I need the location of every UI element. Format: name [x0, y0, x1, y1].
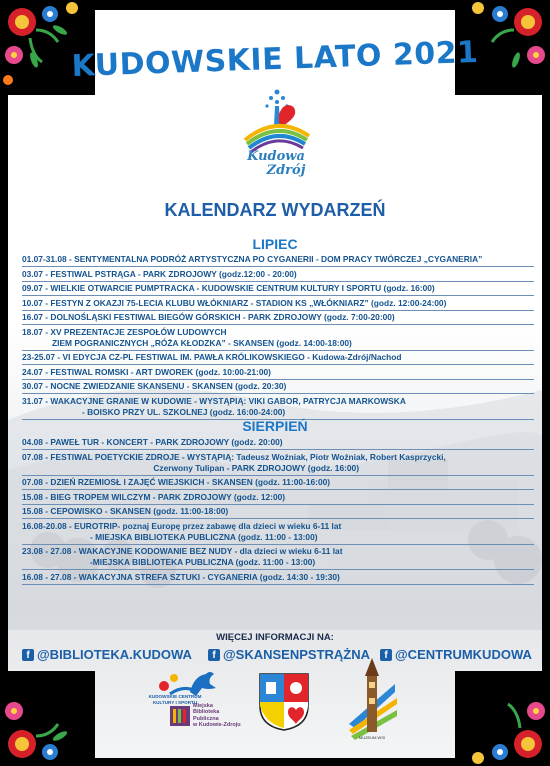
- event-text: 07.08 - FESTIWAL POETYCKIE ZDROJE - WYSTĄPIĄ: Tadeusz Woźniak, Piotr Woźniak, Robert Kasprzycki,: [22, 451, 446, 462]
- facebook-icon: f: [208, 649, 220, 661]
- july-events-list: [22, 254, 534, 421]
- event-item: [22, 327, 534, 351]
- event-text-continued: - MIEJSKA BIBLIOTEKA PUBLICZNA (godz. 11:00 - 13:00): [90, 531, 318, 542]
- poster-title: KUDOWSKIE LATO 2021: [71, 34, 479, 85]
- facebook-link-centrum[interactable]: [380, 647, 532, 662]
- event-item: [22, 546, 534, 570]
- floral-corner-bottom-left: [0, 671, 95, 766]
- event-text-continued: Czerwony Tulipan - PARK ZDROJOWY (godz. 16:00): [153, 462, 359, 473]
- library-logo-text: Miejska Biblioteka Publiczna w Kudowie-Zdroju: [193, 703, 241, 728]
- logo-text-kudowa: Kudowa: [247, 149, 305, 164]
- event-text-continued: -MIEJSKA BIBLIOTEKA PUBLICZNA (godz. 11:00 - 13:00): [90, 557, 316, 567]
- event-text: 10.07 - FESTYN Z OKAZJI 75-LECIA KLUBU WŁÓKNIARZ - STADION KS „WŁÓKNIARZ” (godz. 12:00-24:00): [22, 297, 447, 308]
- more-info-label: WIĘCEJ INFORMACJI NA:: [216, 632, 334, 643]
- event-text: 31.07 - WAKACYJNE GRANIE W KUDOWIE - WYSTĄPIĄ: VIKI GABOR, PATRYCJA MARKOWSKA: [22, 395, 406, 406]
- facebook-handle: @BIBLIOTEKA.KUDOWA: [37, 647, 192, 662]
- event-item: [22, 506, 534, 519]
- kcks-logo-text: KUDOWSKIE CENTRUM KULTURY I SPORTU: [148, 694, 202, 705]
- event-text: 24.07 - FESTIWAL ROMSKI - ART DWOREK (godz. 10:00-21:00): [22, 366, 271, 377]
- event-text: 03.07 - FESTIWAL PSTRĄGA - PARK ZDROJOWY (godz.12:00 - 20:00): [22, 268, 297, 279]
- library-logo-icon: [168, 702, 192, 728]
- event-item: [22, 437, 534, 450]
- city-coat-of-arms-icon: [258, 672, 310, 732]
- event-item: [22, 381, 534, 394]
- facebook-link-biblioteka[interactable]: [22, 647, 192, 662]
- event-item: [22, 298, 534, 311]
- event-text: 07.08 - DZIEŃ RZEMIOSŁ I ZAJĘĆ WIEJSKICH - SKANSEN (godz. 11:00-16:00): [22, 477, 331, 487]
- event-item: [22, 283, 534, 296]
- event-text: 16.07 - DOLNOŚLĄSKI FESTIWAL BIEGÓW GÓRSKICH - PARK ZDROJOWY (godz. 7:00-20:00): [22, 312, 395, 322]
- facebook-handle: @SKANSENPSTRĄŻNA: [223, 647, 371, 662]
- facebook-icon: f: [380, 649, 392, 661]
- august-events-list: [22, 437, 534, 586]
- event-item: [22, 396, 534, 420]
- event-item: [22, 572, 534, 585]
- event-item: [22, 312, 534, 325]
- facebook-icon: f: [22, 649, 34, 661]
- event-text: 16.08-20.08 - EUROTRIP- poznaj Europę przez zabawę dla dzieci w wieku 6-11 lat: [22, 520, 342, 531]
- event-item: [22, 452, 534, 476]
- event-item: [22, 477, 534, 490]
- event-item: [22, 254, 534, 267]
- event-text-continued: ZIEM POGRANICZNYCH „RÓŻA KŁODZKA” - SKANSEN (godz. 14:00-18:00): [52, 337, 352, 348]
- calendar-subtitle: KALENDARZ WYDARZEŃ: [164, 200, 386, 220]
- event-item: [22, 521, 534, 545]
- floral-corner-bottom-right: [455, 671, 550, 766]
- facebook-handle: @CENTRUMKUDOWA: [395, 647, 532, 662]
- event-item: [22, 367, 534, 380]
- event-text: 23-25.07 - VI EDYCJA CZ-PL FESTIWAL IM. PAWŁA KRÓLIKOWSKIEGO - Kudowa-Zdrój/Nachod: [22, 352, 402, 362]
- event-item: [22, 492, 534, 505]
- event-text: 15.08 - CEPOWISKO - SKANSEN (godz. 11:00-18:00): [22, 506, 229, 516]
- event-text: 01.07-31.08 - SENTYMENTALNA PODRÓŻ ARTYSTYCZNA PO CYGANERII - DOM PRACY TWÓRCZEJ „CYGANERIA”: [22, 254, 483, 264]
- event-text: 30.07 - NOCNE ZWIEDZANIE SKANSENU - SKANSEN (godz. 20:30): [22, 381, 287, 391]
- month-heading-july: LIPIEC: [252, 236, 298, 252]
- event-text-continued: - BOISKO PRZY UL. SZKOLNEJ (godz. 16:00-24:00): [82, 406, 286, 417]
- event-text: 15.08 - BIEG TROPEM WILCZYM - PARK ZDROJOWY (godz. 12:00): [22, 491, 286, 502]
- event-item: [22, 352, 534, 365]
- event-text: 16.08 - 27.08 - WAKACYJNA STREFA SZTUKI - CYGANERIA (godz. 14:30 - 19:30): [22, 571, 340, 582]
- event-text: 09.07 - WIELKIE OTWARCIE PUMPTRACKA - KUDOWSKIE CENTRUM KULTURY I SPORTU (godz. 16:00): [22, 283, 435, 293]
- month-heading-august: SIERPIEŃ: [242, 418, 308, 434]
- skansen-logo-text: MUZEUM WSI: [358, 735, 386, 740]
- event-text: 18.07 - XV PREZENTACJE ZESPOŁÓW LUDOWYCH: [22, 326, 227, 337]
- event-text: 23.08 - 27.08 - WAKACYJNE KODOWANIE BEZ NUDY - dla dzieci w wieku 6-11 lat: [22, 546, 343, 556]
- event-text: 04.08 - PAWEŁ TUR - KONCERT - PARK ZDROJOWY (godz. 20:00): [22, 437, 283, 447]
- skansen-tower-logo-icon: [345, 654, 400, 740]
- event-item: [22, 269, 534, 282]
- logo-text-zdroj: Zdrój: [266, 163, 306, 178]
